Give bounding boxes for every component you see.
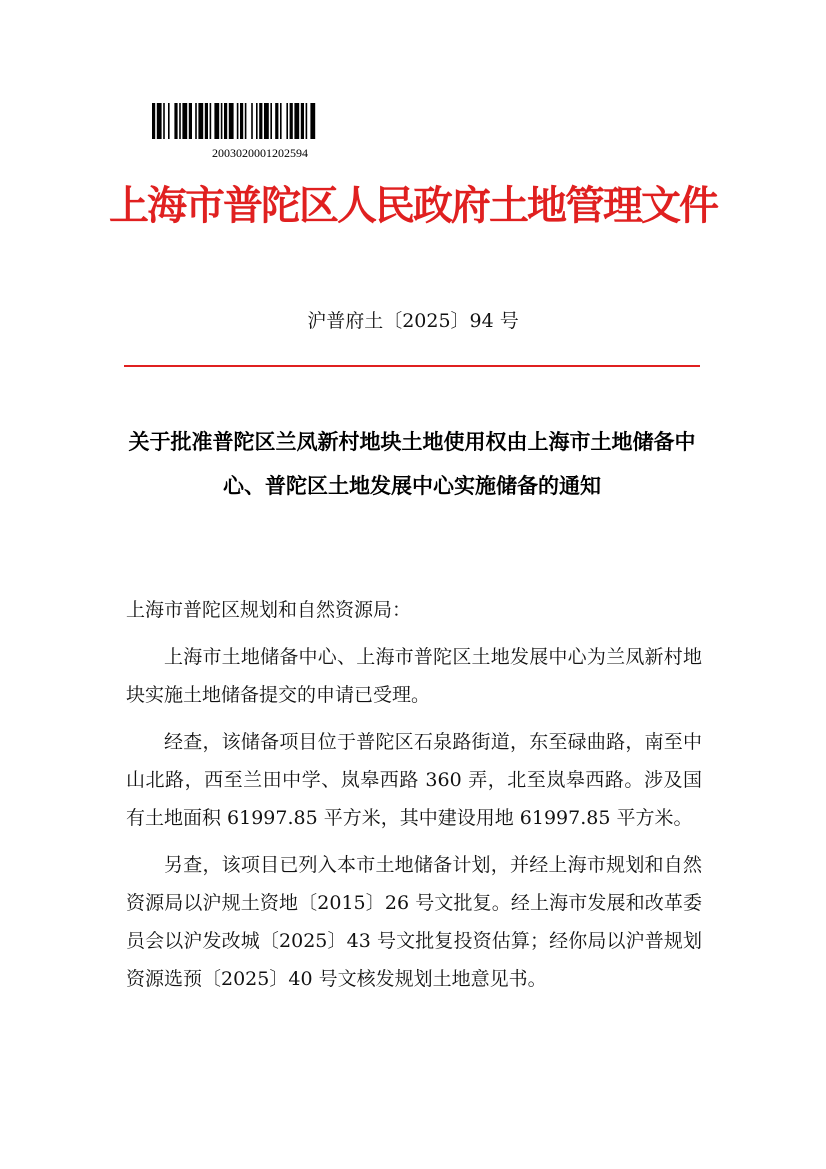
barcode-bar — [229, 103, 234, 139]
barcode-number: 2003020001202594 — [212, 146, 308, 160]
notice-body — [126, 591, 702, 1007]
red-divider — [124, 365, 700, 367]
barcode-bar — [245, 103, 247, 139]
barcode-bar — [179, 103, 181, 139]
barcode-bar — [221, 103, 223, 139]
barcode-bar — [259, 103, 262, 139]
barcode-bar — [306, 103, 308, 139]
barcode-bar — [290, 103, 293, 139]
barcode-bar — [240, 103, 243, 139]
barcode-bar — [256, 103, 258, 139]
body-paragraph: 另查，该项目已列入本市土地储备计划，并经上海市规划和自然资源局以沪规土资地〔2015〕26 号文批复。经上海市发展和改革委员会以沪发改城〔2025〕43 号文批复投资估算；经你局以沪普规划资源选预〔2025〕40 号文核发规划土地意见书。 — [126, 854, 702, 990]
barcode-bar — [189, 103, 192, 139]
barcode-bar — [157, 103, 162, 139]
barcode-bar — [210, 103, 212, 139]
barcode-bar — [270, 103, 272, 139]
body-paragraph: 经查，该储备项目位于普陀区石泉路街道，东至碌曲路，南至中山北路，西至兰田中学、岚皋西路 360 弄，北至岚皋西路。涉及国有土地面积 61997.85 平方米，其中建设用地 61997.85 平方米。 — [126, 731, 702, 829]
barcode-bar — [280, 103, 282, 139]
barcode-bar — [152, 103, 155, 139]
barcode-bar — [264, 103, 269, 139]
document-number: 沪普府土〔2025〕94 号 — [307, 310, 519, 332]
barcode-bar — [310, 103, 315, 139]
barcode-bar — [168, 103, 170, 139]
body-paragraph: 上海市土地储备中心、上海市普陀区土地发展中心为兰凤新村地块实施土地储备提交的申请已受理。 — [126, 646, 702, 706]
barcode-bar — [174, 103, 177, 139]
barcode-bar — [286, 103, 288, 139]
barcode-bar — [205, 103, 208, 139]
barcode — [152, 103, 410, 139]
barcode-bar — [182, 103, 187, 139]
addressee: 上海市普陀区规划和自然资源局： — [126, 599, 412, 621]
barcode-bar — [251, 103, 253, 139]
barcode-bar — [195, 103, 197, 139]
barcode-bar — [301, 103, 304, 139]
barcode-bar — [163, 103, 165, 139]
notice-title: 关于批准普陀区兰凤新村地块土地使用权由上海市土地储备中心、普陀区土地发展中心实施储备的通知 — [128, 430, 696, 498]
barcode-bar — [237, 103, 239, 139]
barcode-bar — [275, 103, 278, 139]
barcode-bar — [224, 103, 227, 139]
barcode-bar — [214, 103, 219, 139]
barcode-bar — [294, 103, 299, 139]
barcode-bar — [198, 103, 203, 139]
org-title: 上海市普陀区人民政府土地管理文件 — [109, 182, 717, 229]
